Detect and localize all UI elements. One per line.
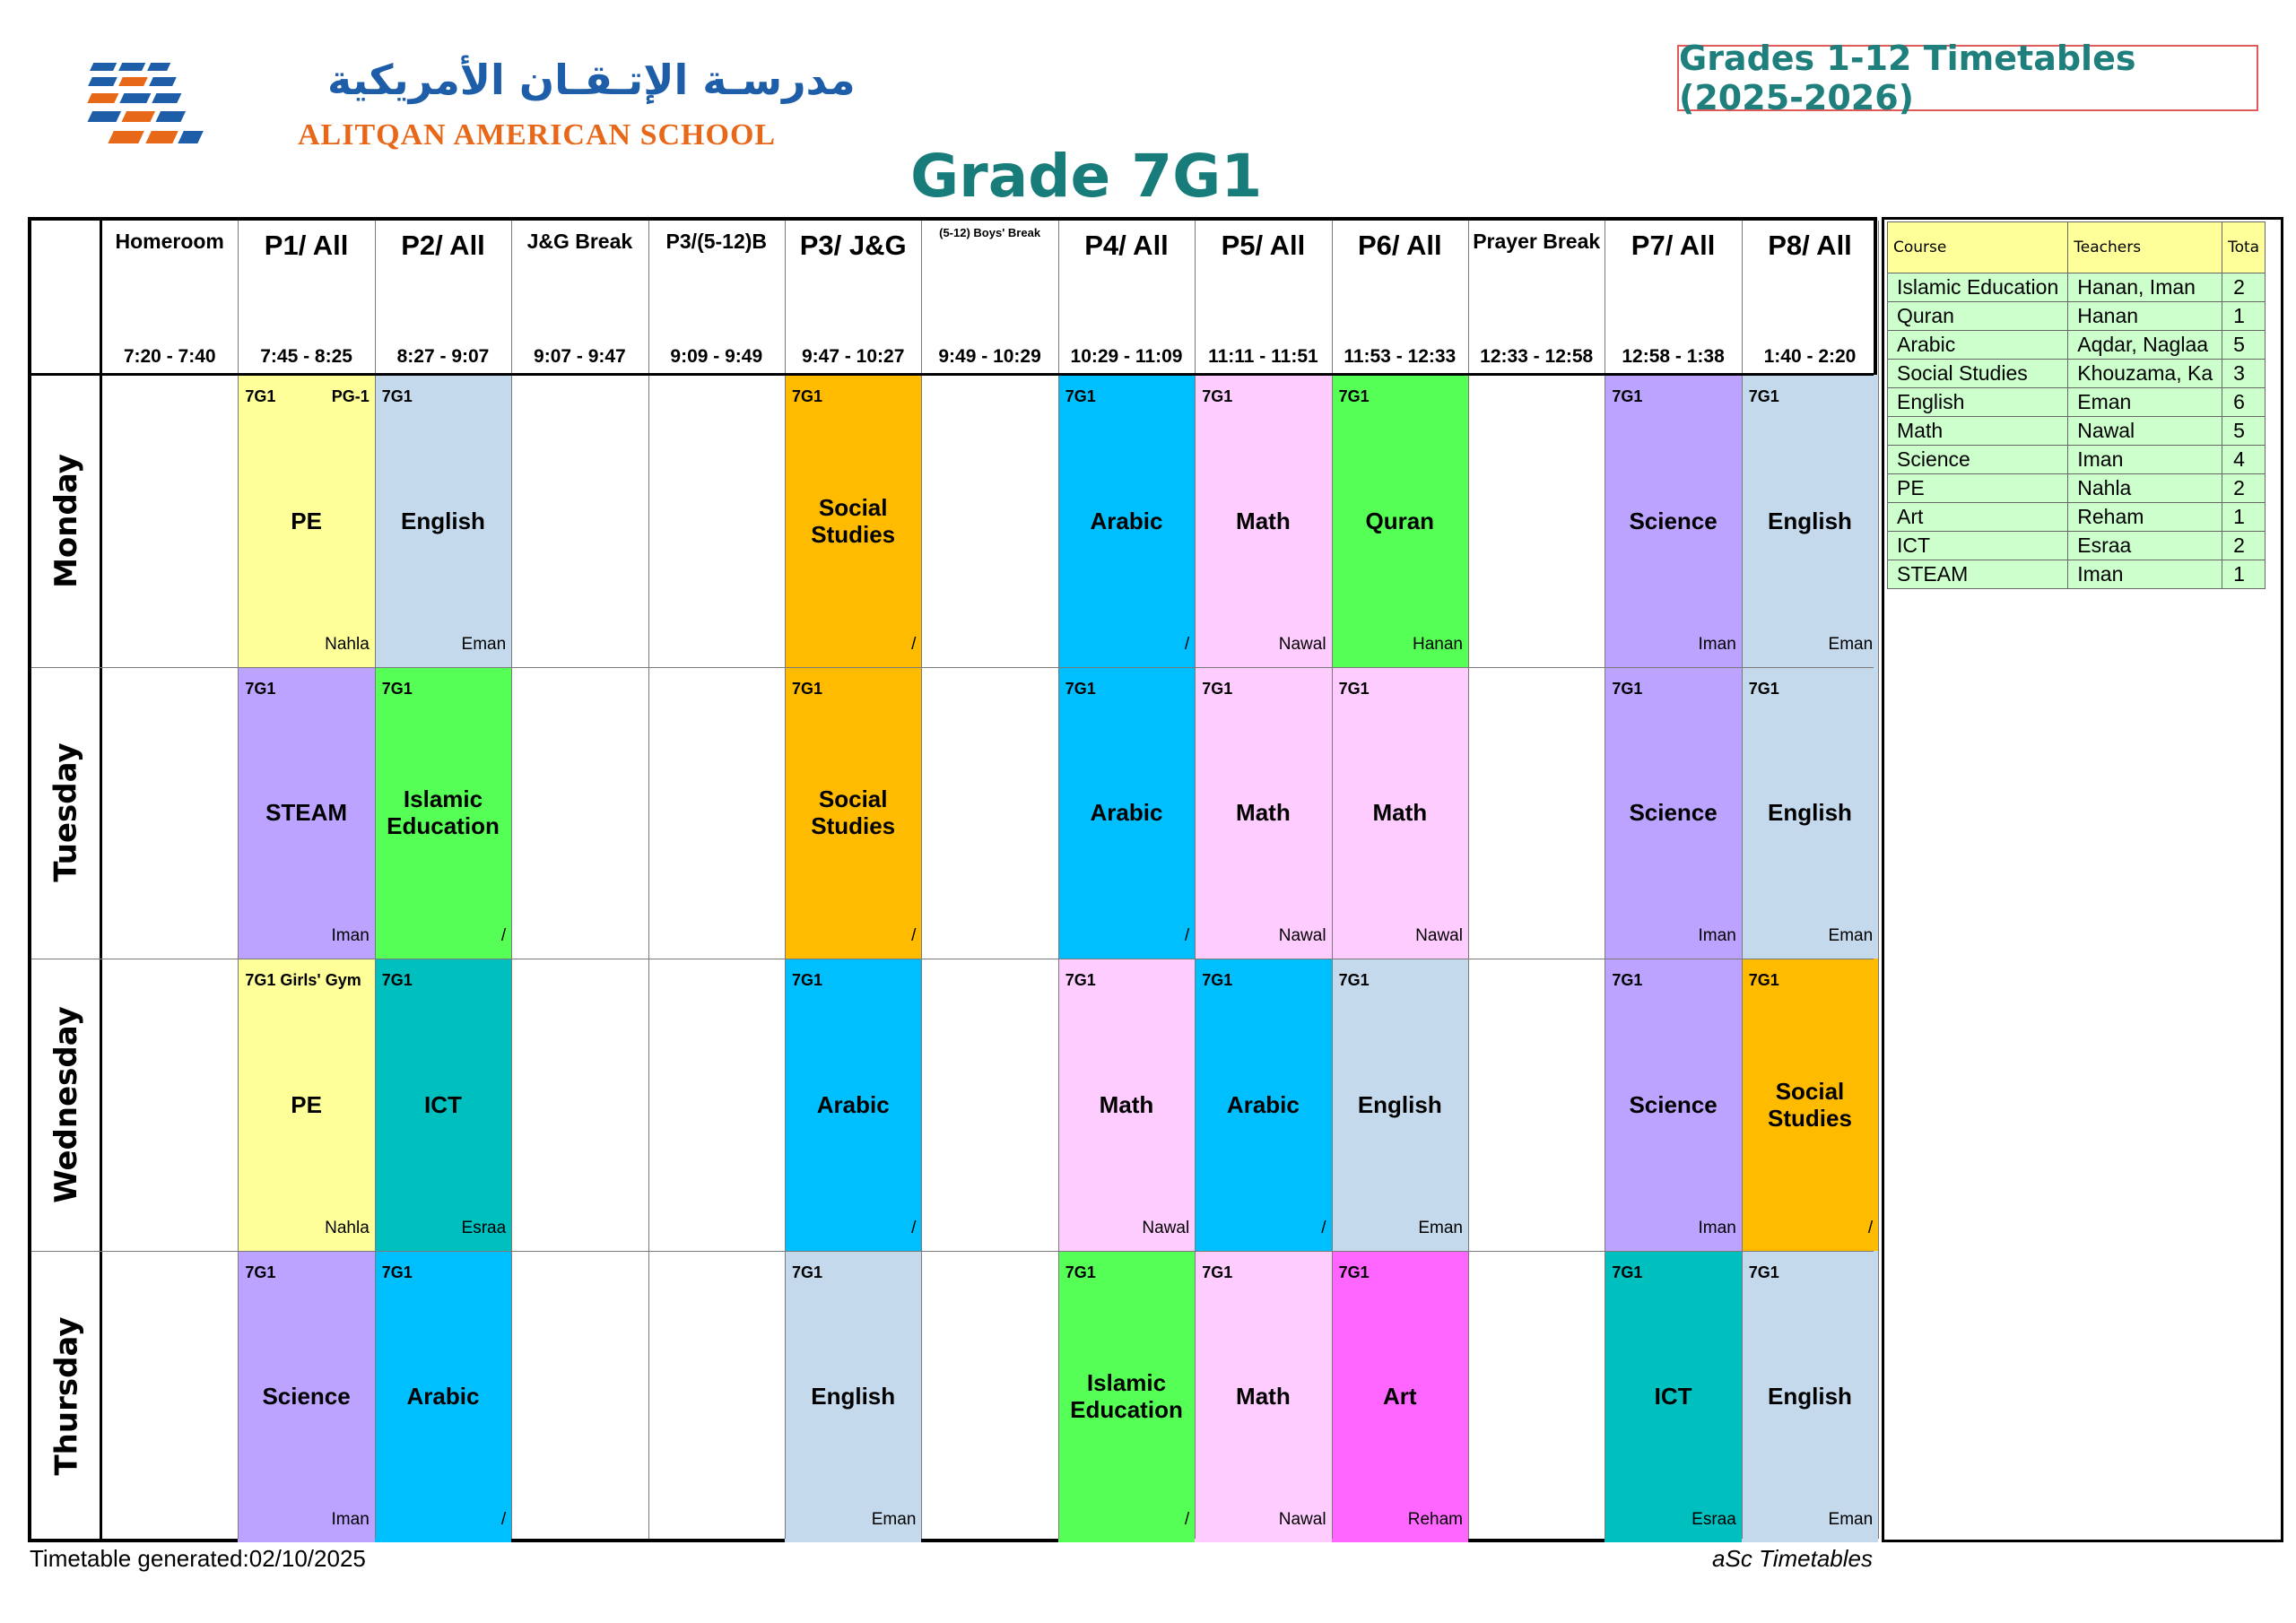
grid-line bbox=[921, 221, 922, 1539]
class-code: 7G1 bbox=[792, 971, 823, 989]
teacher-label: Eman bbox=[1828, 634, 1874, 654]
school-logo-icon bbox=[61, 56, 240, 163]
subject-label: Math bbox=[1236, 507, 1291, 534]
class-code: 7G1 bbox=[1748, 971, 1779, 989]
day-label bbox=[31, 1251, 101, 1543]
course-cell: PE bbox=[1888, 474, 2068, 503]
subject-label: English bbox=[1357, 1090, 1442, 1118]
grid-line bbox=[511, 221, 512, 1539]
class-code: 7G1 bbox=[792, 679, 823, 698]
total-cell: 5 bbox=[2222, 331, 2266, 360]
class-code: 7G1 bbox=[1202, 679, 1233, 698]
class-code: 7G1 bbox=[1748, 1263, 1779, 1281]
total-cell: 2 bbox=[2222, 532, 2266, 560]
lesson-cell[interactable] bbox=[1605, 667, 1741, 959]
lesson-cell[interactable] bbox=[238, 375, 374, 667]
period-header bbox=[921, 221, 1057, 375]
class-code: 7G1 bbox=[1612, 971, 1643, 989]
lesson-cell[interactable] bbox=[1742, 375, 1878, 667]
room-label: PG-1 bbox=[331, 387, 370, 405]
footer-brand: aSc Timetables bbox=[1712, 1545, 1873, 1572]
total-cell: 2 bbox=[2222, 474, 2266, 503]
subject-label: ICT bbox=[424, 1090, 462, 1118]
subject-label: ICT bbox=[1654, 1383, 1692, 1410]
subject-label: PE bbox=[291, 507, 322, 534]
course-cell: ICT bbox=[1888, 532, 2068, 560]
class-code: 7G1 bbox=[245, 387, 276, 405]
period-time: 8:27 - 9:07 bbox=[396, 346, 490, 367]
course-cell: Islamic Education bbox=[1888, 273, 2068, 302]
lesson-cell[interactable] bbox=[1742, 1251, 1878, 1543]
course-cell: STEAM bbox=[1888, 560, 2068, 589]
period-time: 11:11 - 11:51 bbox=[1208, 346, 1318, 367]
subject-label: Math bbox=[1099, 1090, 1154, 1118]
subject-label: English bbox=[401, 507, 485, 534]
teacher-label: Eman bbox=[1418, 1218, 1463, 1237]
subject-label: Islamic Education bbox=[387, 785, 500, 840]
subject-label: Quran bbox=[1365, 507, 1435, 534]
subject-label: English bbox=[811, 1383, 896, 1410]
period-time: 9:49 - 10:29 bbox=[938, 346, 1041, 367]
grid-line bbox=[31, 373, 1874, 376]
teacher-label: Esraa bbox=[461, 1218, 507, 1237]
summary-row bbox=[1888, 388, 2266, 417]
period-header bbox=[101, 221, 238, 375]
subject-label: Science bbox=[1629, 799, 1718, 827]
lesson-cell[interactable] bbox=[1605, 959, 1741, 1251]
subject-label: Art bbox=[1383, 1383, 1417, 1410]
timetable-grid bbox=[28, 217, 1877, 1542]
period-header bbox=[1468, 221, 1605, 375]
class-code: 7G1 bbox=[245, 1263, 276, 1281]
total-cell: 3 bbox=[2222, 360, 2266, 388]
subject-label: Math bbox=[1236, 1383, 1291, 1410]
teacher-label: / bbox=[911, 926, 917, 945]
subject-label: Arabic bbox=[1090, 799, 1163, 827]
lesson-cell[interactable] bbox=[1332, 959, 1468, 1251]
total-cell: 6 bbox=[2222, 388, 2266, 417]
subject-label: Science bbox=[1629, 507, 1718, 534]
teacher-label: Nawal bbox=[1142, 1218, 1190, 1237]
subject-label: Social Studies bbox=[811, 493, 896, 548]
grid-line bbox=[100, 221, 102, 1539]
course-cell: Social Studies bbox=[1888, 360, 2068, 388]
period-name: (5-12) Boys' Break bbox=[939, 226, 1041, 239]
lesson-cell[interactable] bbox=[785, 667, 921, 959]
teacher-label: Iman bbox=[1698, 634, 1736, 654]
course-cell: Math bbox=[1888, 417, 2068, 446]
subject-label: Science bbox=[262, 1383, 351, 1410]
lesson-cell[interactable] bbox=[1332, 667, 1468, 959]
period-name: Prayer Break bbox=[1473, 230, 1601, 253]
day-label bbox=[31, 667, 101, 959]
grade-title: Grade 7G1 bbox=[910, 142, 1263, 211]
period-time: 11:53 - 12:33 bbox=[1344, 346, 1457, 367]
subject-label: Math bbox=[1236, 799, 1291, 827]
teacher-label: Nawal bbox=[1278, 1510, 1326, 1529]
period-name: P7/ All bbox=[1631, 230, 1716, 261]
class-code: 7G1 Girls' Gym bbox=[245, 971, 361, 989]
grid-line bbox=[1332, 221, 1333, 1539]
course-cell: Quran bbox=[1888, 302, 2068, 331]
subject-label: Arabic bbox=[406, 1383, 480, 1410]
class-code: 7G1 bbox=[1612, 1263, 1643, 1281]
teachers-cell: Aqdar, Naglaa bbox=[2068, 331, 2222, 360]
class-code: 7G1 bbox=[1612, 387, 1643, 405]
class-code: 7G1 bbox=[1065, 1263, 1096, 1281]
period-header bbox=[511, 221, 648, 375]
teacher-label: Iman bbox=[1698, 926, 1736, 945]
teacher-label: Nahla bbox=[325, 634, 370, 654]
class-code: 7G1 bbox=[1338, 1263, 1370, 1281]
teachers-cell: Hanan bbox=[2068, 302, 2222, 331]
grid-line bbox=[785, 221, 786, 1539]
subject-label: English bbox=[1768, 1383, 1852, 1410]
grid-line bbox=[1058, 221, 1059, 1539]
period-time: 10:29 - 11:09 bbox=[1070, 346, 1183, 367]
subject-label: English bbox=[1768, 507, 1852, 534]
summary-row bbox=[1888, 331, 2266, 360]
teachers-cell: Hanan, Iman bbox=[2068, 273, 2222, 302]
total-cell: 2 bbox=[2222, 273, 2266, 302]
teachers-cell: Esraa bbox=[2068, 532, 2222, 560]
period-header bbox=[1742, 221, 1878, 375]
lesson-cell[interactable] bbox=[375, 667, 511, 959]
class-code: 7G1 bbox=[381, 387, 413, 405]
period-name: P8/ All bbox=[1768, 230, 1852, 261]
grid-line bbox=[31, 667, 1874, 668]
lesson-cell[interactable] bbox=[375, 1251, 511, 1543]
lesson-cell[interactable] bbox=[1195, 1251, 1331, 1543]
period-name: J&G Break bbox=[526, 230, 633, 253]
class-code: 7G1 bbox=[1065, 387, 1096, 405]
summary-row bbox=[1888, 446, 2266, 474]
grid-line bbox=[1195, 221, 1196, 1539]
period-name: P5/ All bbox=[1221, 230, 1306, 261]
class-code: 7G1 bbox=[1202, 387, 1233, 405]
teacher-label: Nahla bbox=[325, 1218, 370, 1237]
teachers-cell: Khouzama, Ka bbox=[2068, 360, 2222, 388]
summary-row bbox=[1888, 503, 2266, 532]
teachers-header: Teachers bbox=[2068, 222, 2222, 273]
teacher-label: / bbox=[1321, 1218, 1326, 1237]
total-cell: 4 bbox=[2222, 446, 2266, 474]
teacher-label: / bbox=[1184, 926, 1190, 945]
period-time: 9:07 - 9:47 bbox=[534, 346, 626, 367]
subject-label: PE bbox=[291, 1090, 322, 1118]
generated-date: Timetable generated:02/10/2025 bbox=[30, 1545, 366, 1572]
course-cell: English bbox=[1888, 388, 2068, 417]
class-code: 7G1 bbox=[792, 1263, 823, 1281]
school-name-arabic: مدرسـة الإتـقـان الأمريكية bbox=[327, 56, 856, 104]
teacher-label: Iman bbox=[331, 926, 370, 945]
day-name: Tuesday bbox=[48, 742, 85, 882]
period-time: 7:20 - 7:40 bbox=[123, 346, 216, 367]
class-code: 7G1 bbox=[1338, 679, 1370, 698]
summary-row bbox=[1888, 417, 2266, 446]
summary-row bbox=[1888, 273, 2266, 302]
class-code: 7G1 bbox=[1748, 679, 1779, 698]
lesson-cell[interactable] bbox=[1332, 375, 1468, 667]
period-time: 9:47 - 10:27 bbox=[801, 346, 905, 367]
day-label bbox=[31, 959, 101, 1251]
period-name: P6/ All bbox=[1357, 230, 1442, 261]
period-name: Homeroom bbox=[115, 230, 224, 253]
lesson-cell[interactable] bbox=[1058, 667, 1195, 959]
teacher-label: Iman bbox=[331, 1510, 370, 1529]
grid-line bbox=[31, 1251, 1874, 1252]
lesson-cell[interactable] bbox=[1195, 375, 1331, 667]
total-cell: 1 bbox=[2222, 302, 2266, 331]
class-code: 7G1 bbox=[1338, 387, 1370, 405]
period-name: P3/ J&G bbox=[799, 230, 907, 261]
lesson-cell[interactable] bbox=[1605, 375, 1741, 667]
subject-label: Social Studies bbox=[1768, 1077, 1852, 1132]
class-code: 7G1 bbox=[1065, 679, 1096, 698]
lesson-cell[interactable] bbox=[1742, 667, 1878, 959]
lesson-cell[interactable] bbox=[375, 375, 511, 667]
lesson-cell[interactable] bbox=[785, 1251, 921, 1543]
period-header bbox=[375, 221, 511, 375]
period-time: 9:09 - 9:49 bbox=[670, 346, 763, 367]
subject-label: STEAM bbox=[265, 799, 348, 827]
summary-row bbox=[1888, 474, 2266, 503]
class-code: 7G1 bbox=[1748, 387, 1779, 405]
period-time: 7:45 - 8:25 bbox=[260, 346, 352, 367]
summary-row bbox=[1888, 302, 2266, 331]
class-code: 7G1 bbox=[1202, 1263, 1233, 1281]
class-code: 7G1 bbox=[792, 387, 823, 405]
day-name: Thursday bbox=[48, 1316, 85, 1476]
timetables-title: Grades 1-12 Timetables (2025-2026) bbox=[1677, 45, 2258, 111]
day-name: Monday bbox=[48, 453, 85, 588]
period-time: 1:40 - 2:20 bbox=[1763, 346, 1857, 367]
subject-label: Arabic bbox=[1090, 507, 1163, 534]
grid-line bbox=[238, 221, 239, 1539]
day-label bbox=[31, 375, 101, 667]
lesson-cell[interactable] bbox=[1058, 1251, 1195, 1543]
teacher-label: Nawal bbox=[1278, 634, 1326, 654]
teachers-cell: Nawal bbox=[2068, 417, 2222, 446]
total-cell: 5 bbox=[2222, 417, 2266, 446]
course-summary-panel bbox=[1882, 217, 2283, 1542]
teacher-label: / bbox=[911, 634, 917, 654]
subject-label: Math bbox=[1372, 799, 1428, 827]
summary-header-row bbox=[1888, 222, 2266, 273]
subject-label: Social Studies bbox=[811, 785, 896, 840]
subject-label: Science bbox=[1629, 1090, 1718, 1118]
teacher-label: Eman bbox=[461, 634, 507, 654]
period-time: 12:58 - 1:38 bbox=[1622, 346, 1725, 367]
teachers-cell: Iman bbox=[2068, 560, 2222, 589]
period-header bbox=[1195, 221, 1331, 375]
teacher-label: Nawal bbox=[1415, 926, 1463, 945]
period-header bbox=[1332, 221, 1468, 375]
period-name: P3/(5-12)B bbox=[665, 230, 768, 253]
lesson-cell[interactable] bbox=[785, 959, 921, 1251]
course-cell: Arabic bbox=[1888, 331, 2068, 360]
subject-label: English bbox=[1768, 799, 1852, 827]
teacher-label: Eman bbox=[1828, 1510, 1874, 1529]
total-header: Tota bbox=[2222, 222, 2266, 273]
class-code: 7G1 bbox=[381, 971, 413, 989]
teacher-label: Esraa bbox=[1692, 1510, 1736, 1529]
teacher-label: / bbox=[1184, 1510, 1190, 1529]
summary-row bbox=[1888, 532, 2266, 560]
teacher-label: Eman bbox=[1828, 926, 1874, 945]
lesson-cell[interactable] bbox=[1332, 1251, 1468, 1543]
class-code: 7G1 bbox=[1612, 679, 1643, 698]
teachers-cell: Nahla bbox=[2068, 474, 2222, 503]
course-header: Course bbox=[1888, 222, 2068, 273]
class-code: 7G1 bbox=[1065, 971, 1096, 989]
teacher-label: Hanan bbox=[1412, 634, 1463, 654]
period-name: P2/ All bbox=[401, 230, 485, 261]
grid-line bbox=[375, 221, 376, 1539]
teachers-cell: Reham bbox=[2068, 503, 2222, 532]
lesson-cell[interactable] bbox=[375, 959, 511, 1251]
lesson-cell[interactable] bbox=[1195, 667, 1331, 959]
course-summary-table bbox=[1887, 221, 2266, 589]
teacher-label: / bbox=[500, 926, 507, 945]
course-cell: Science bbox=[1888, 446, 2068, 474]
lesson-cell[interactable] bbox=[238, 667, 374, 959]
teacher-label: / bbox=[500, 1510, 507, 1529]
period-header bbox=[1058, 221, 1195, 375]
grid-line bbox=[1878, 221, 1879, 1539]
total-cell: 1 bbox=[2222, 560, 2266, 589]
subject-label: Arabic bbox=[816, 1090, 890, 1118]
teacher-label: Nawal bbox=[1278, 926, 1326, 945]
course-cell: Art bbox=[1888, 503, 2068, 532]
lesson-cell[interactable] bbox=[1605, 1251, 1741, 1543]
teacher-label: / bbox=[1867, 1218, 1874, 1237]
class-code: 7G1 bbox=[381, 679, 413, 698]
teacher-label: Reham bbox=[1407, 1510, 1463, 1529]
lesson-cell[interactable] bbox=[238, 959, 374, 1251]
subject-label: Islamic Education bbox=[1070, 1369, 1183, 1424]
day-name: Wednesday bbox=[48, 1005, 84, 1203]
period-header bbox=[785, 221, 921, 375]
period-header bbox=[238, 221, 374, 375]
teacher-label: / bbox=[911, 1218, 917, 1237]
class-code: 7G1 bbox=[381, 1263, 413, 1281]
teacher-label: / bbox=[1184, 634, 1190, 654]
period-name: P4/ All bbox=[1084, 230, 1169, 261]
summary-row bbox=[1888, 560, 2266, 589]
teacher-label: Iman bbox=[1698, 1218, 1736, 1237]
lesson-cell[interactable] bbox=[785, 375, 921, 667]
class-code: 7G1 bbox=[1202, 971, 1233, 989]
class-code: 7G1 bbox=[1338, 971, 1370, 989]
summary-row bbox=[1888, 360, 2266, 388]
lesson-cell[interactable] bbox=[238, 1251, 374, 1543]
grid-line bbox=[1742, 221, 1743, 1539]
lesson-cell[interactable] bbox=[1058, 375, 1195, 667]
total-cell: 1 bbox=[2222, 503, 2266, 532]
teacher-label: Eman bbox=[871, 1510, 917, 1529]
subject-label: Arabic bbox=[1226, 1090, 1300, 1118]
period-header bbox=[648, 221, 785, 375]
lesson-cell[interactable] bbox=[1195, 959, 1331, 1251]
lesson-cell[interactable] bbox=[1742, 959, 1878, 1251]
period-header bbox=[1605, 221, 1741, 375]
school-name-english: ALITQAN AMERICAN SCHOOL bbox=[298, 118, 777, 152]
lesson-cell[interactable] bbox=[1058, 959, 1195, 1251]
teachers-cell: Eman bbox=[2068, 388, 2222, 417]
period-time: 12:33 - 12:58 bbox=[1480, 346, 1594, 367]
grid-line bbox=[648, 221, 649, 1539]
grid-line bbox=[1468, 221, 1469, 1539]
class-code: 7G1 bbox=[245, 679, 276, 698]
teachers-cell: Iman bbox=[2068, 446, 2222, 474]
period-name: P1/ All bbox=[264, 230, 349, 261]
